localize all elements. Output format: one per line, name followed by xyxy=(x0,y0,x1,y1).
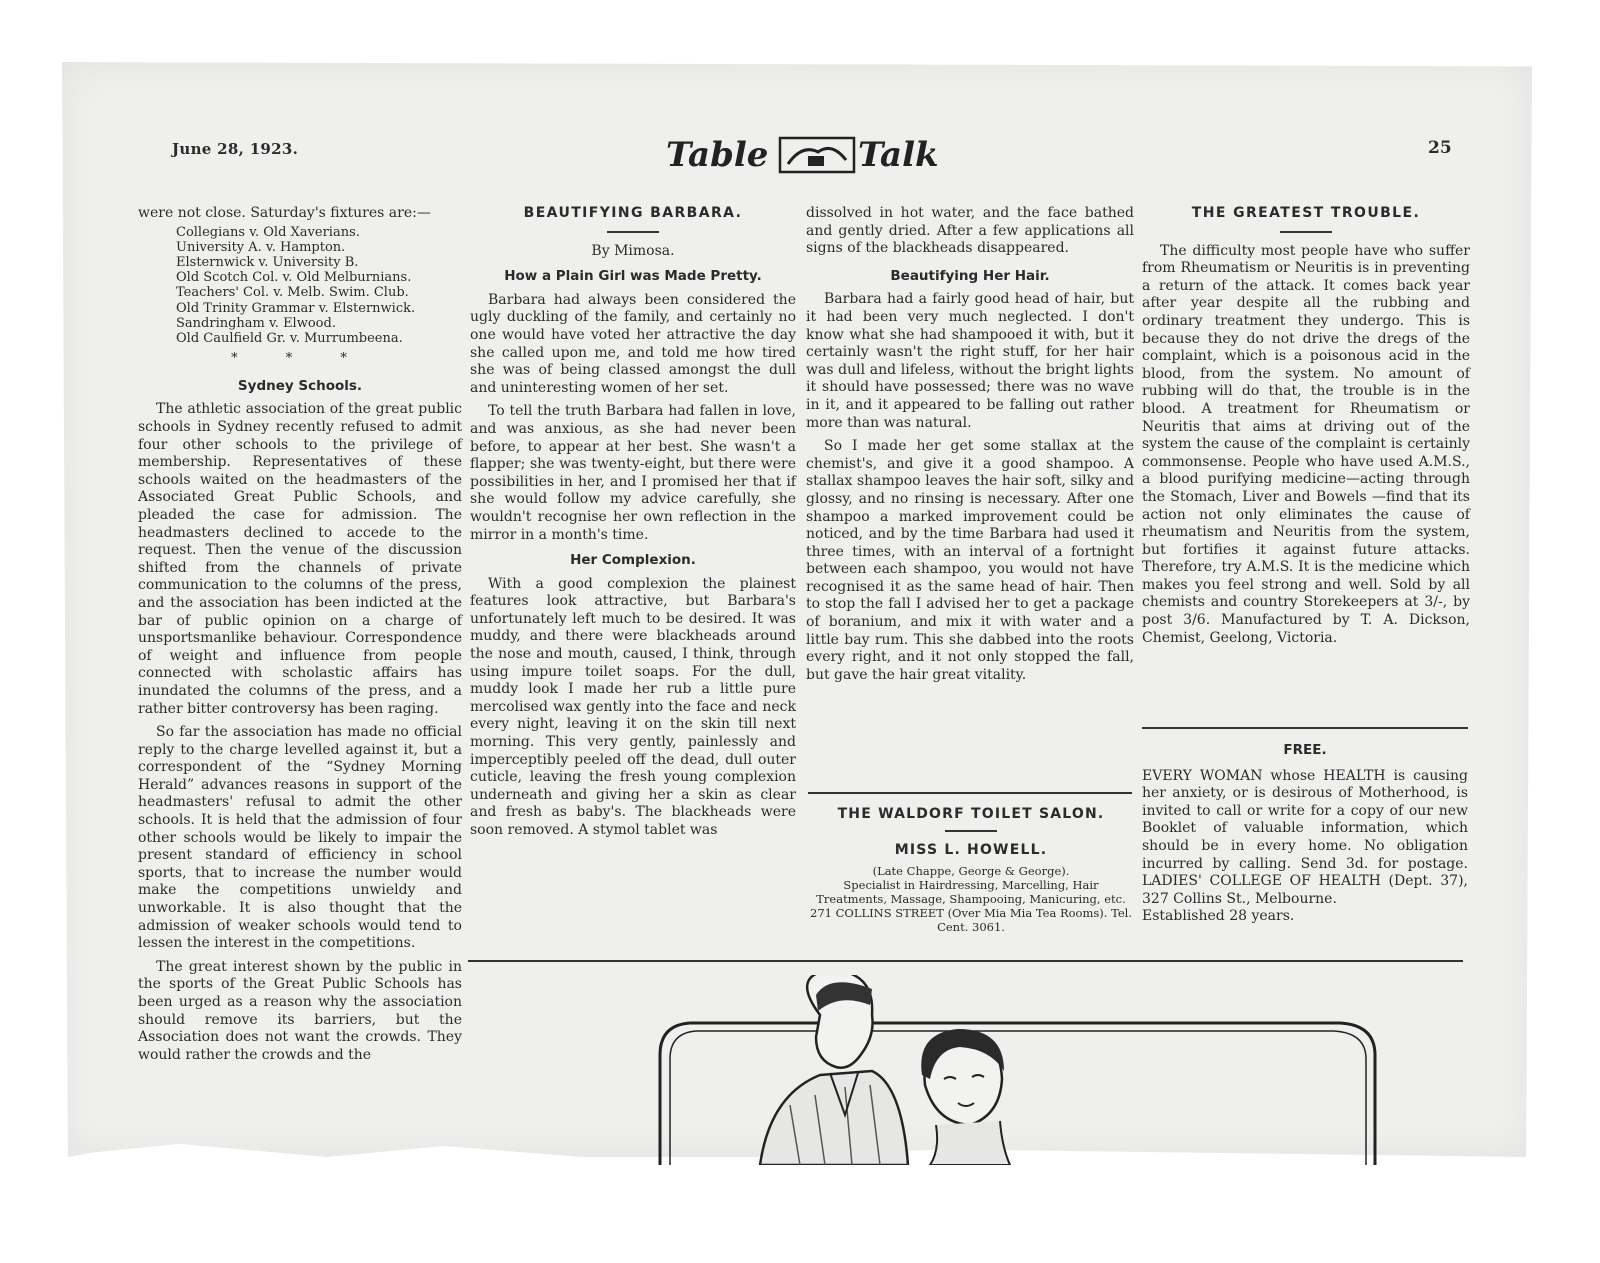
article-paragraph: To tell the truth Barbara had fallen in love, and was anxious, as she had never been before, to appear at her best. She wasn't a flapper; she was twenty-eight, but there were possibilities in her, and I promised her that if she would follow my advice carefully, she wouldn't recognise her own reflection in the mirror in a month's time. xyxy=(470,403,796,543)
free-ad-body: EVERY WOMAN whose HEALTH is causing her anxiety, or is desirous of Motherhood, is invited to call or write for a copy of our new Booklet of valuable information, which should be in every home. No obligation incurred by calling. Send 3d. for postage. LADIES' COLLEGE OF HEALTH (Dept. 37), 327 Collins St., Melbourne. xyxy=(1142,767,1468,907)
free-heading: FREE. xyxy=(1283,742,1327,758)
byline: By Mimosa. xyxy=(591,242,675,259)
waldorf-salon-ad xyxy=(808,806,1134,934)
article-paragraph: Barbara had a fairly good head of hair, but it had been very much neglected. I don't know what she had shampooed it with, but it certainly wasn't the right stuff, for her hair was dull and lifeless, without the bright lights it should have possessed; there was no wave in it, and it appeared to be falling out rather more than was natural. xyxy=(806,291,1134,431)
greatest-trouble-heading: THE GREATEST TROUBLE. xyxy=(1191,205,1421,221)
fixture-item: Elsternwick v. University B. xyxy=(176,255,359,270)
woman-figure xyxy=(921,1029,1010,1165)
man-figure xyxy=(760,975,908,1165)
fixture-item: Collegians v. Old Xaverians. xyxy=(176,224,360,240)
article-paragraph: With a good complexion the plainest features look attractive, but Barbara's unfortunately left much to be desired. It was muddy, and there were blackheads around the nose and mouth, caused, I think, through using impure toilet soaps. For the dull, muddy look I made her rub a little pure mercolised wax gently into the face and neck every night, leaving it on the skin till next morning. This very gently, painlessly and imperceptibly peeled off the dead, dull outer cuticle, leaving the fresh young complexion underneath and giving her a skin as clear and fresh as baby's. The blackheads were soon removed. A stymol tablet was xyxy=(470,575,796,838)
issue-date: June 28, 1923. xyxy=(172,140,299,158)
heading-rule xyxy=(945,830,997,832)
svg-text:Talk: Talk xyxy=(858,135,939,175)
subheading: How a Plain Girl was Made Pretty. xyxy=(504,268,762,285)
horizontal-rule xyxy=(468,960,1463,962)
heading-rule xyxy=(607,231,659,233)
her-complexion-heading: Her Complexion. xyxy=(570,552,696,569)
horizontal-rule xyxy=(1142,727,1468,729)
column-sydney-schools xyxy=(138,205,462,1064)
page-number: 25 xyxy=(1428,138,1452,158)
svg-text:Table: Table xyxy=(666,135,769,175)
fixture-item: Old Caulfield Gr. v. Murrumbeena. xyxy=(176,331,403,347)
fixture-item: University A. v. Hampton. xyxy=(176,239,346,255)
sydney-schools-heading: Sydney Schools. xyxy=(237,377,363,394)
fixture-item: Old Scotch Col. v. Old Melburnians. xyxy=(176,270,412,286)
section-divider-stars: * * * xyxy=(231,351,369,367)
established-line: Established 28 years. xyxy=(1142,908,1295,925)
salon-name: MISS L. HOWELL. xyxy=(894,842,1048,858)
salon-detail: Specialist in Hairdressing, Marcelling, Hair Treatments, Massage, Shampooing, Manicuring, etc. xyxy=(816,878,1126,906)
article-paragraph: So far the association has made no official reply to the charge levelled against it, but a correspondent of the “Sydney Morning Herald” advances reasons in support of the headmasters' refusal to admit the other schools. It is held that the admission of four other schools would be likely to impair the present standard of efficiency in school sports, that to increase the number would make the competitions unwieldy and unworkable. It is also thought that the admission of weaker schools would tend to lessen the interest in the competitions. xyxy=(138,724,462,952)
column-greatest-trouble xyxy=(1142,205,1470,647)
beautifying-barbara-heading: BEAUTIFYING BARBARA. xyxy=(523,205,743,221)
article-paragraph: So I made her get some stallax at the chemist's, and give it a good shampoo. A stallax shampoo leaves the hair soft, silky and glossy, and no rinsing is necessary. After one shampoo a marked improvement could be noticed, and by the time Barbara had used it three times, with an interval of a fortnight between each shampoo, you would not have recognised it as the same head of hair. Then to stop the fall I advised her to get a package of boranium, and mix it with water and a little bay rum. This she dabbed into the roots every right, and it not only stopped the fall, but gave the hair great vitality. xyxy=(806,438,1134,683)
masthead-logo xyxy=(662,130,982,180)
fixture-item: Teachers' Col. v. Melb. Swim. Club. xyxy=(176,285,409,301)
fixture-item: Old Trinity Grammar v. Elsternwick. xyxy=(176,300,416,316)
horizontal-rule xyxy=(808,792,1132,794)
free-booklet-ad xyxy=(1142,740,1468,926)
salon-address: 271 COLLINS STREET (Over Mia Mia Tea Rooms). Tel. Cent. 3061. xyxy=(810,906,1132,934)
column-beautifying-barbara xyxy=(470,205,796,840)
beautifying-hair-heading: Beautifying Her Hair. xyxy=(890,267,1050,284)
article-paragraph: The athletic association of the great public schools in Sydney recently refused to admit four other schools to the privilege of membership. Representatives of these schools waited on the headmasters of the Associated Great Public Schools, and pleaded the case for admission. The headmasters declined to accede to the request. Then the venue of the discussion shifted from the channels of private communication to the columns of the press, and the association has been indicted at the bar of public opinion on a charge of unsportsmanlike behaviour. Correspondence of weight and influence from people connected with scholastic affairs has inundated the columns of the press, and a rather bitter controversy has been raging. xyxy=(138,401,462,717)
salon-detail: (Late Chappe, George & George). xyxy=(872,864,1070,878)
fixture-item: Sandringham v. Elwood. xyxy=(176,315,336,331)
fixtures-list xyxy=(176,225,462,347)
fixtures-intro: were not close. Saturday's fixtures are:— xyxy=(138,205,431,221)
article-paragraph: The great interest shown by the public in the sports of the Great Public Schools has been urged as a reason why the association should remove its barriers, but the Association does not want the crowds. They would rather the crowds and the xyxy=(138,958,462,1063)
column-beautifying-hair xyxy=(806,205,1134,684)
article-paragraph: Barbara had always been considered the ugly duckling of the family, and certainly no one would have voted her attractive the day she called upon me, and told me how tired she was of being classed amongst the dull and uninteresting women of her set. xyxy=(470,291,796,396)
article-paragraph: dissolved in hot water, and the face bathed and gently dried. After a few applications all signs of the blackheads disappeared. xyxy=(806,205,1134,257)
couple-illustration xyxy=(640,975,1400,1165)
article-paragraph: The difficulty most people have who suffer from Rheumatism or Neuritis is in preventing a return of the attack. It comes back year after year despite all the rubbing and ordinary treatment they undergo. This is because they do not drive the dregs of the complaint, which is a poisonous acid in the blood, from the system. No amount of rubbing will do that, the trouble is in the blood. A treatment for Rheumatism or Neuritis that aims at driving out of the system the cause of the complaint is certainly commonsense. People who have used A.M.S., a blood purifying medicine—acting through the Stomach, Liver and Bowels —find that its action not only eliminates the cause of rheumatism and Neuritis from the system, but fortifies it against future attacks. Therefore, try A.M.S. It is the medicine which makes you feel strong and well. Sold by all chemists and country Storekeepers at 3/-, by post 3/6. Manufactured by T. A. Dickson, Chemist, Geelong, Victoria. xyxy=(1142,242,1470,646)
heading-rule xyxy=(1280,231,1332,233)
salon-title: THE WALDORF TOILET SALON. xyxy=(837,806,1105,822)
